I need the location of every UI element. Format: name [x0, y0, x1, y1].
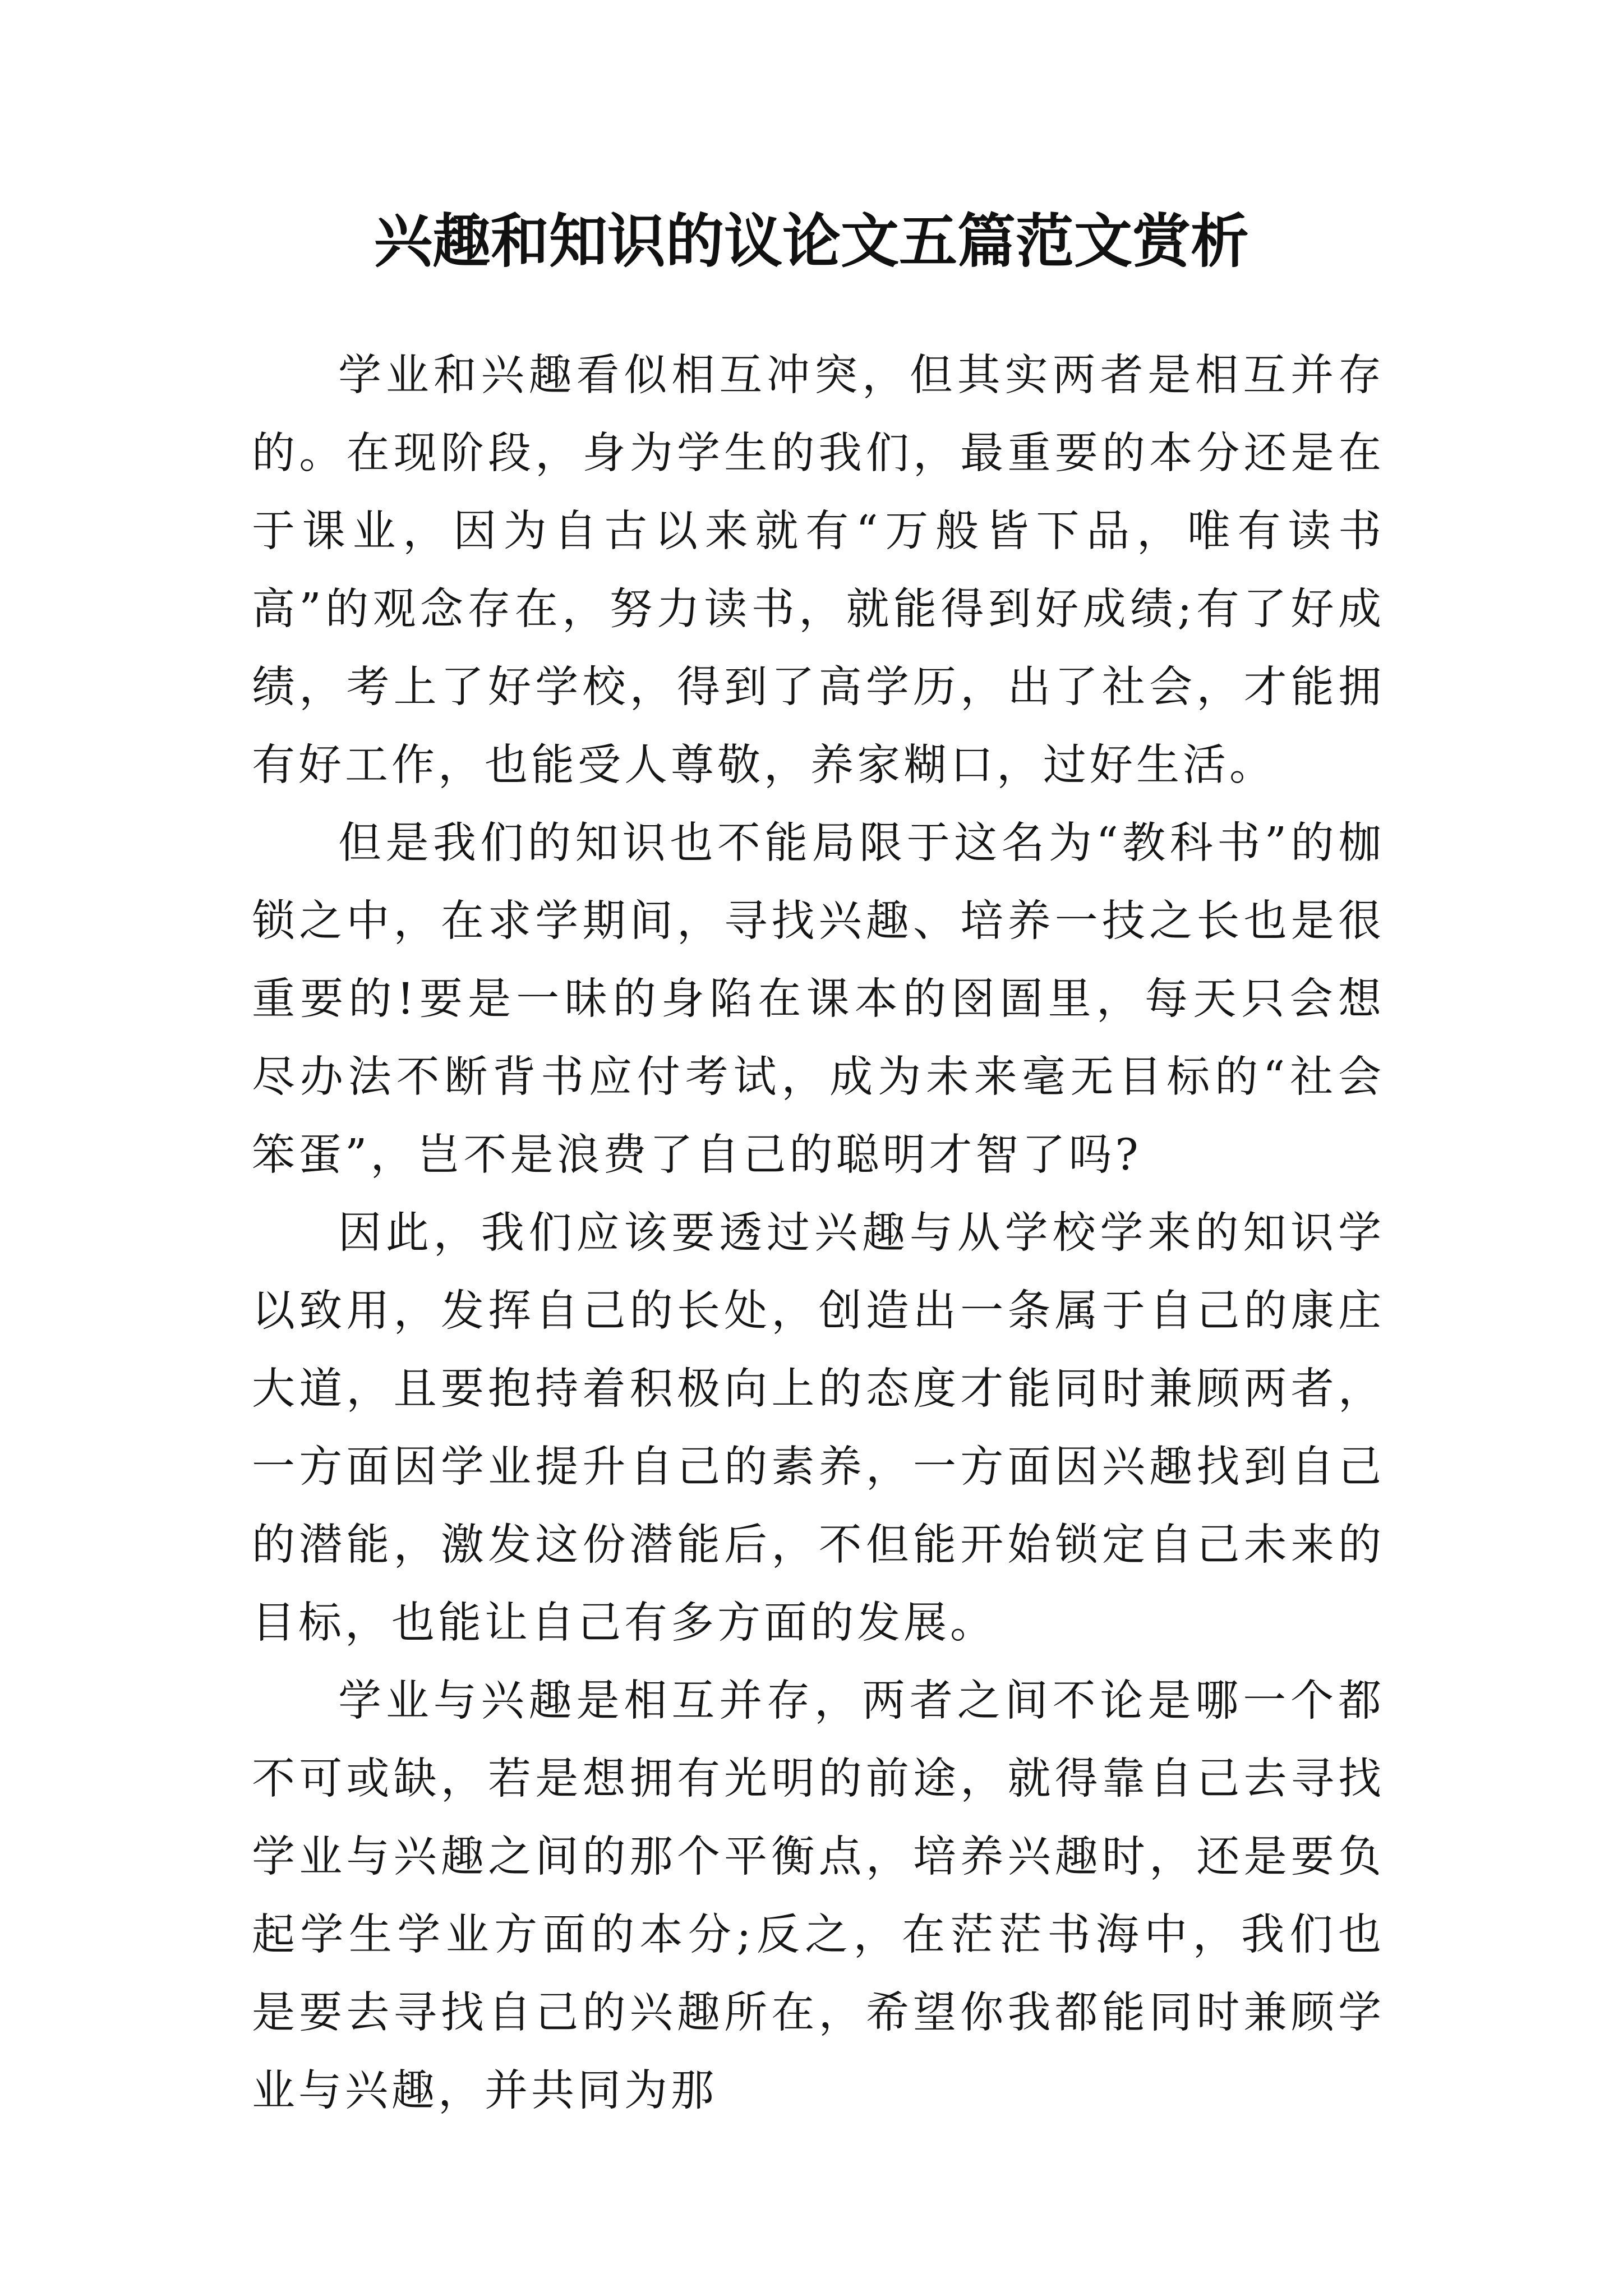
- document-title: 兴趣和知识的议论文五篇范文赏析: [374, 206, 1249, 275]
- paragraph-3: 因此，我们应该要透过兴趣与从学校学来的知识学以致用，发挥自己的长处，创造出一条属于自己的康庄大道，且要抱持着积极向上的态度才能同时兼顾两者，一方面因学业提升自己的素养，一方面因兴趣找到自己的潜能，激发这份潜能后，不但能开始锁定自己未来的目标，也能让自己有多方面的发展。: [252, 1208, 1385, 1648]
- paragraph-1: 学业和兴趣看似相互冲突，但其实两者是相互并存的。在现阶段，身为学生的我们，最重要的本分还是在于课业，因为自古以来就有“万般皆下品，唯有读书高”的观念存在，努力读书，就能得到好成绩;有了好成绩，考上了好学校，得到了高学历，出了社会，才能拥有好工作，也能受人尊敬，养家糊口，过好生活。: [252, 351, 1385, 790]
- paragraph-4: 学业与兴趣是相互并存，两者之间不论是哪一个都不可或缺，若是想拥有光明的前途，就得靠自己去寻找学业与兴趣之间的那个平衡点，培养兴趣时，还是要负起学生学业方面的本分;反之，在茫茫书海中，我们也是要去寻找自己的兴趣所在，希望你我都能同时兼顾学业与兴趣，并共同为那: [252, 1676, 1385, 2116]
- paragraph-2: 但是我们的知识也不能局限于这名为“教科书”的枷锁之中，在求学期间，寻找兴趣、培养一技之长也是很重要的!要是一昧的身陷在课本的囹圄里，每天只会想尽办法不断背书应付考试，成为未来毫无目标的“社会笨蛋”，岂不是浪费了自己的聪明才智了吗?: [252, 818, 1385, 1180]
- document-body: [252, 337, 1385, 2130]
